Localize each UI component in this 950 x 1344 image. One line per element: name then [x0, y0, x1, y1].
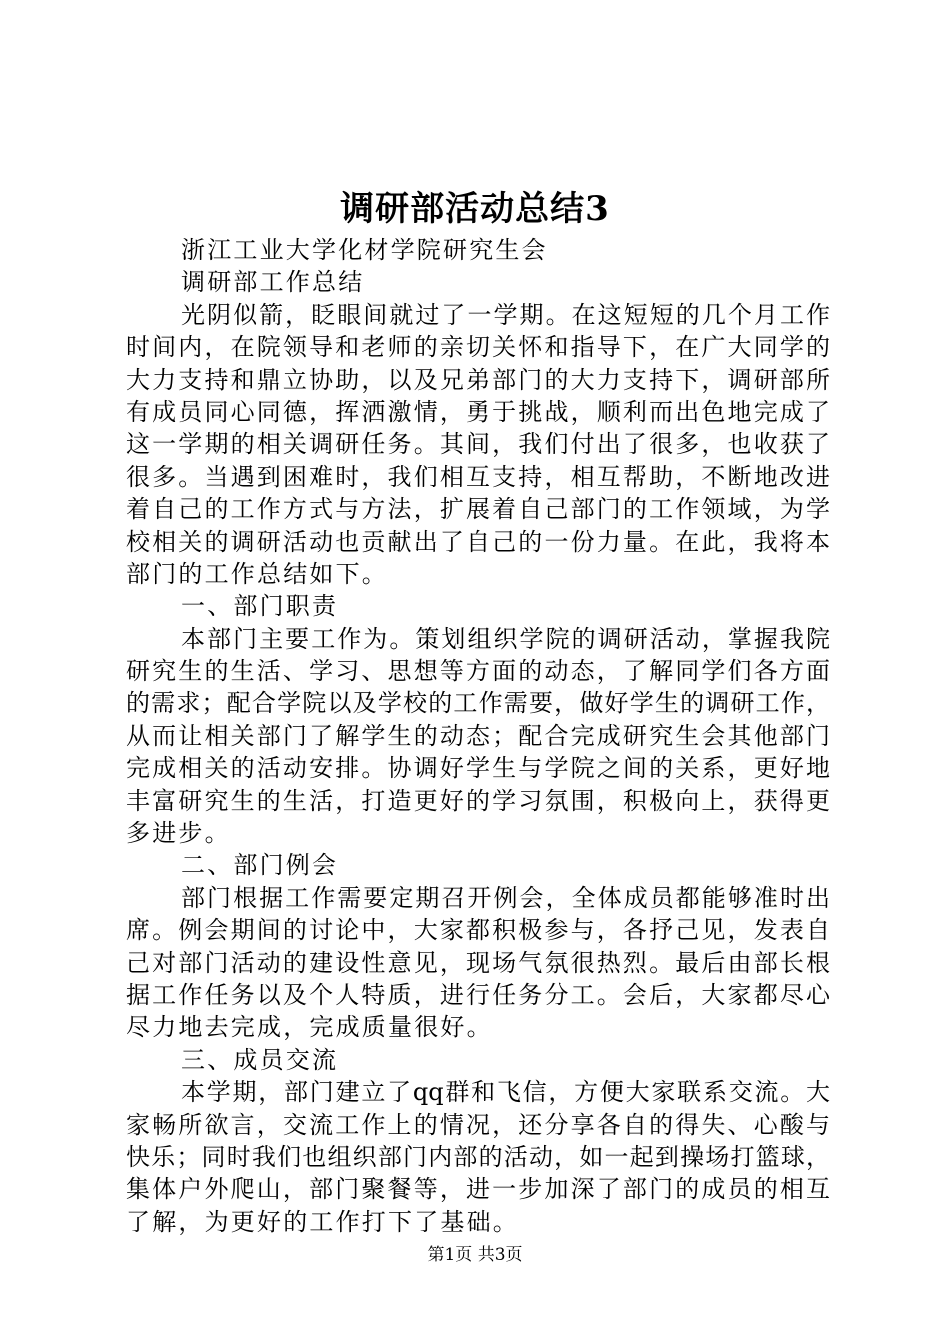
text-line: 这一学期的相关调研任务。其间，我们付出了很多，也收获了 [126, 430, 830, 459]
text-line: 集体户外爬山，部门聚餐等，进一步加深了部门的成员的相互 [126, 1175, 830, 1204]
text-line: 时间内，在院领导和老师的亲切关怀和指导下，在广大同学的 [126, 333, 830, 362]
document-title: 调研部活动总结3 [340, 189, 610, 229]
text-line: 尽力地去完成，完成质量很好。 [126, 1013, 493, 1042]
text-line: 大力支持和鼎立协助，以及兄弟部门的大力支持下，调研部所 [126, 365, 830, 394]
text-line: 调研部工作总结 [181, 268, 365, 297]
text-line: 着自己的工作方式与方法，扩展着自己部门的工作领域，为学 [126, 495, 830, 524]
text-line: 本部门主要工作为。策划组织学院的调研活动，掌握我院 [181, 624, 830, 653]
text-line: 己对部门活动的建设性意见，现场气氛很热烈。最后由部长根 [126, 948, 830, 977]
text-line: 三、成员交流 [181, 1045, 339, 1074]
text-line: 从而让相关部门了解学生的动态；配合完成研究生会其他部门 [126, 721, 830, 750]
document-body [126, 234, 830, 1238]
text-line: 校相关的调研活动也贡献出了自己的一份力量。在此，我将本 [126, 527, 830, 556]
text-line: 研究生的生活、学习、思想等方面的动态，了解同学们各方面 [126, 657, 830, 686]
text-line: 据工作任务以及个人特质，进行任务分工。会后，大家都尽心 [126, 980, 830, 1009]
text-line: 很多。当遇到困难时，我们相互支持，相互帮助，不断地改进 [126, 462, 830, 491]
text-line: 光阴似箭，眨眼间就过了一学期。在这短短的几个月工作 [181, 300, 830, 329]
text-line: 席。例会期间的讨论中，大家都积极参与，各抒己见，发表自 [126, 916, 830, 945]
text-line: 一、部门职责 [181, 592, 339, 621]
text-line: 本学期，部门建立了qq群和飞信，方便大家联系交流。大 [181, 1078, 830, 1107]
text-line: 家畅所欲言，交流工作上的情况，还分享各自的得失、心酸与 [126, 1110, 830, 1139]
text-line: 丰富研究生的生活，打造更好的学习氛围，积极向上，获得更 [126, 786, 830, 815]
text-line: 的需求；配合学院以及学校的工作需要，做好学生的调研工作， [126, 689, 830, 718]
text-line: 部门根据工作需要定期召开例会，全体成员都能够准时出 [181, 883, 830, 912]
page-footer: 第1页 共3页 [427, 1245, 523, 1265]
text-line: 了解，为更好的工作打下了基础。 [126, 1207, 519, 1236]
text-line: 快乐；同时我们也组织部门内部的活动，如一起到操场打篮球， [126, 1142, 830, 1171]
text-line: 多进步。 [126, 819, 231, 848]
text-line: 有成员同心同德，挥洒激情，勇于挑战，顺利而出色地完成了 [126, 397, 830, 426]
text-line: 二、部门例会 [181, 851, 339, 880]
text-line: 部门的工作总结如下。 [126, 559, 388, 588]
text-line: 完成相关的活动安排。协调好学生与学院之间的关系，更好地 [126, 754, 830, 783]
text-line: 浙江工业大学化材学院研究生会 [181, 236, 548, 264]
